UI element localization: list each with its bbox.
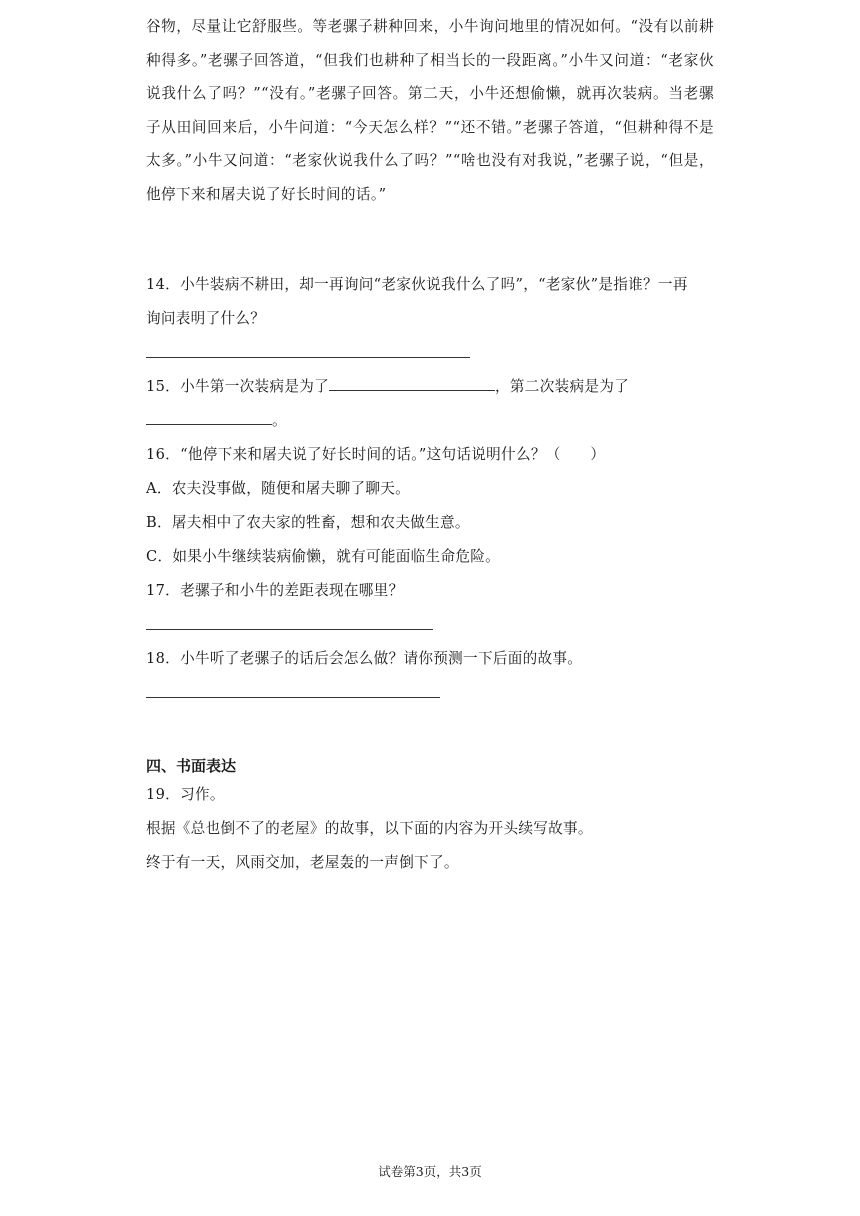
question-19: 19．习作。 — [146, 786, 225, 803]
question-15-end: 。 — [272, 412, 287, 429]
answer-line-14[interactable] — [146, 357, 470, 358]
question-15-cont — [146, 409, 287, 430]
question-17: 17．老骡子和小牛的差距表现在哪里？ — [146, 582, 404, 599]
reading-passage: 谷物，尽量让它舒服些。等老骡子耕种回来，小牛询问地里的情况如何。“没有以前耕种得多。”老骡子回答道，“但我们也耕种了相当长的一段距离。”小牛又问道：“老家伙说我什么了吗？”“没有。”老骡子回答。第二天，小牛还想偷懒，就再次装病。当老骡子从田间回来后，小牛问道：“今天怎么样？”“还不错。”老骡子答道，“但耕种得不是太多。”小牛又问道：“老家伙说我什么了吗？”“啥也没有对我说，”老骡子说，“但是，他停下来和屠夫说了好长时间的话。” — [146, 18, 714, 203]
page-footer: 试卷第3页，共3页 — [378, 1164, 482, 1179]
question-16: 16．“他停下来和屠夫说了好长时间的话。”这句话说明什么？（ ） — [146, 446, 606, 463]
answer-blank-15a[interactable] — [329, 376, 495, 391]
option-a[interactable]: A．农夫没事做，随便和屠夫聊了聊天。 — [146, 480, 411, 497]
answer-line-18[interactable] — [146, 697, 440, 698]
section-heading: 四、书面表达 — [146, 757, 237, 775]
question-18: 18．小牛听了老骡子的话后会怎么做？请你预测一下后面的故事。 — [146, 650, 583, 667]
question-15-part2: ，第二次装病是为了 — [495, 378, 630, 395]
option-c[interactable]: C．如果小牛继续装病偷懒，就有可能面临生命危险。 — [146, 548, 501, 565]
writing-instruction: 根据《总也倒不了的老屋》的故事，以下面的内容为开头续写故事。 — [146, 820, 593, 837]
answer-blank-15b[interactable] — [146, 410, 272, 425]
option-b[interactable]: B．屠夫相中了农夫家的牲畜，想和农夫做生意。 — [146, 514, 470, 531]
question-15 — [146, 375, 629, 396]
question-15-part1: 15．小牛第一次装病是为了 — [146, 378, 330, 395]
question-14-line1: 14．小牛装病不耕田，却一再询问“老家伙说我什么了吗”，“老家伙”是指谁？一再 — [146, 276, 688, 293]
story-opening: 终于有一天，风雨交加，老屋轰的一声倒下了。 — [146, 854, 459, 871]
answer-line-17[interactable] — [146, 629, 433, 630]
question-14-line2: 询问表明了什么？ — [146, 310, 266, 327]
